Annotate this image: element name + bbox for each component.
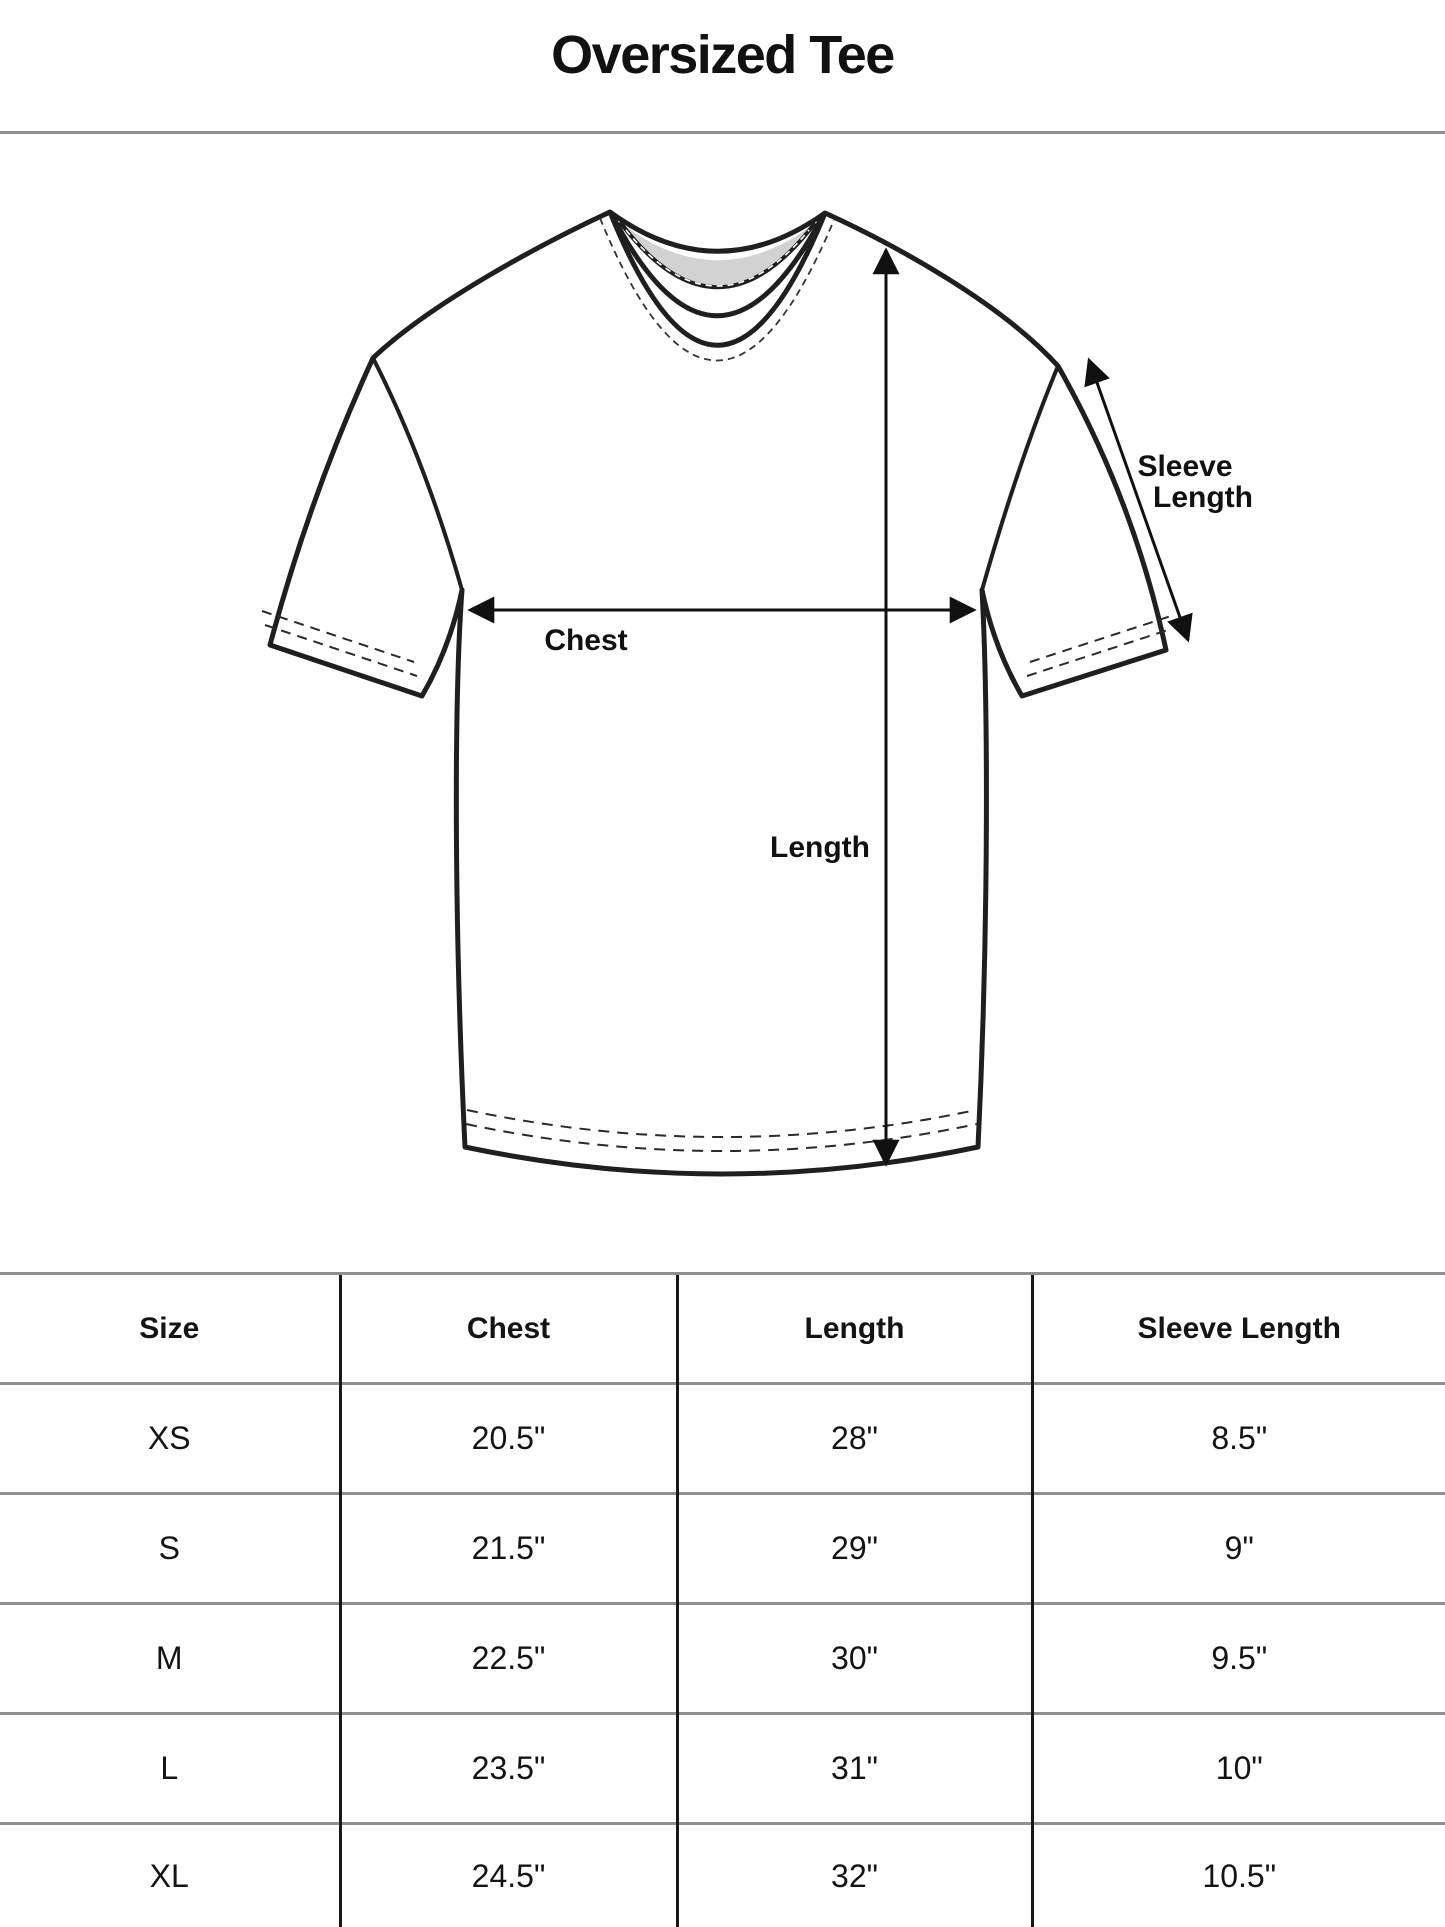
table-row-xl	[0, 1824, 1445, 1927]
sleeve-length-value: 9"	[1032, 1494, 1445, 1604]
tshirt-outline	[262, 212, 1174, 1174]
table-row-m	[0, 1604, 1445, 1714]
size-chart-table	[0, 1272, 1445, 1927]
column-header-size: Size	[0, 1274, 340, 1384]
length-value: 32"	[677, 1824, 1032, 1927]
column-header-chest: Chest	[340, 1274, 677, 1384]
sleeve-length-value: 10.5"	[1032, 1824, 1445, 1927]
chest-label: Chest	[544, 624, 628, 657]
chest-value: 23.5"	[340, 1714, 677, 1824]
chest-value: 24.5"	[340, 1824, 677, 1927]
column-header-length: Length	[677, 1274, 1032, 1384]
chest-value: 20.5"	[340, 1384, 677, 1494]
size-value: XL	[0, 1824, 340, 1927]
tshirt-measurement-diagram	[0, 133, 1445, 1272]
length-value: 29"	[677, 1494, 1032, 1604]
table-row-l	[0, 1714, 1445, 1824]
table-row-xs	[0, 1384, 1445, 1494]
sleeve-length-label-line2: Length	[1153, 481, 1253, 514]
size-value: S	[0, 1494, 340, 1604]
length-label: Length	[770, 831, 870, 864]
sleeve-length-value: 10"	[1032, 1714, 1445, 1824]
length-value: 31"	[677, 1714, 1032, 1824]
size-value: L	[0, 1714, 340, 1824]
sleeve-length-value: 9.5"	[1032, 1604, 1445, 1714]
column-header-sleeve-length: Sleeve Length	[1032, 1274, 1445, 1384]
table-header-row	[0, 1274, 1445, 1384]
size-value: M	[0, 1604, 340, 1714]
sleeve-length-label-line1: Sleeve	[1137, 450, 1233, 483]
length-value: 30"	[677, 1604, 1032, 1714]
table-row-s	[0, 1494, 1445, 1604]
sleeve-length-value: 8.5"	[1032, 1384, 1445, 1494]
chest-value: 21.5"	[340, 1494, 677, 1604]
length-value: 28"	[677, 1384, 1032, 1494]
chest-value: 22.5"	[340, 1604, 677, 1714]
page-title: Oversized Tee	[551, 25, 894, 85]
size-value: XS	[0, 1384, 340, 1494]
